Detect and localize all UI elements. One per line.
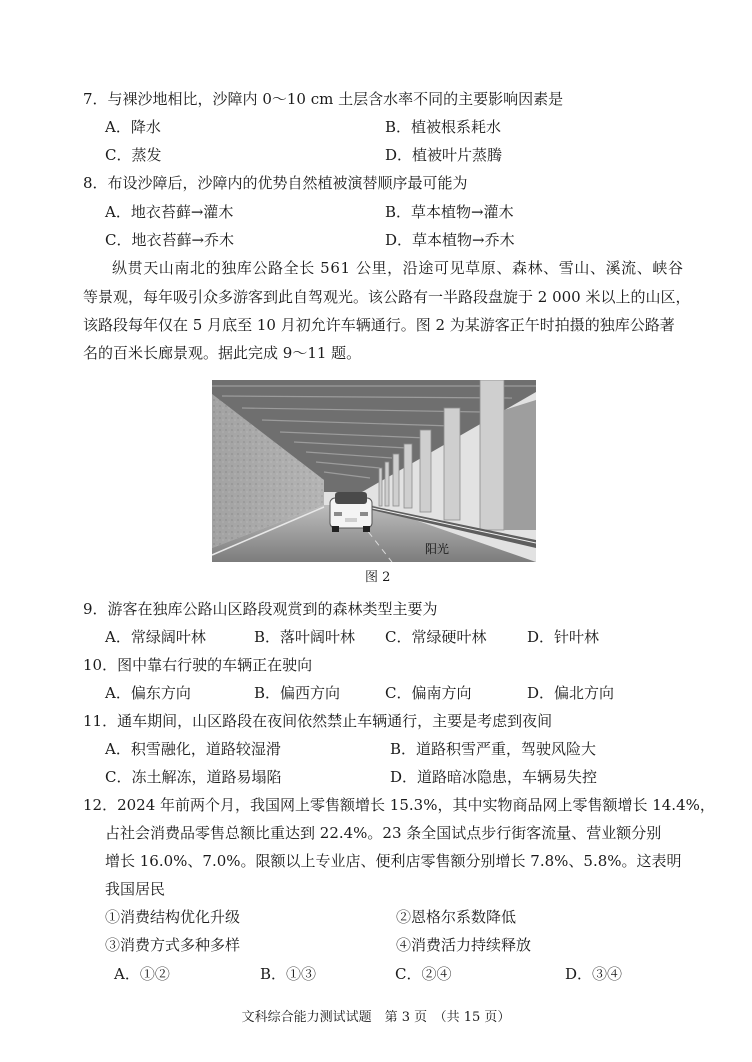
q12-option-d: D．③④ <box>565 965 623 983</box>
q12-statement-2: ②恩格尔系数降低 <box>396 908 517 926</box>
q10-option-b: B．偏西方向 <box>254 684 341 702</box>
q12-option-a: A．①② <box>114 965 170 983</box>
corridor-photo <box>212 380 536 562</box>
q11-stem: 11．通车期间，山区路段在夜间依然禁止车辆通行，主要是考虑到夜间 <box>83 712 553 730</box>
q10-option-a: A．偏东方向 <box>105 684 191 702</box>
q11-option-a: A．积雪融化，道路较湿滑 <box>105 740 281 758</box>
q12-option-b: B．①③ <box>260 965 317 983</box>
q12-stem-line-1: 12．2024 年前两个月，我国网上零售额增长 15.3%，其中实物商品网上零售额增长 14.4%， <box>83 796 715 814</box>
q8-option-b: B．草本植物→灌木 <box>385 203 514 221</box>
q10-stem: 10．图中靠右行驶的车辆正在驶向 <box>83 656 313 674</box>
q7-stem: 7．与裸沙地相比，沙障内 0～10 cm 土层含水率不同的主要影响因素是 <box>83 90 564 108</box>
passage-line-2: 等景观，每年吸引众多游客到此自驾观光。该公路有一半路段盘旋于 2 000 米以上的山区， <box>83 288 691 306</box>
q12-statement-1: ①消费结构优化升级 <box>105 908 241 926</box>
q10-option-d: D．偏北方向 <box>527 684 615 702</box>
q7-option-b: B．植被根系耗水 <box>385 118 502 136</box>
q7-option-c: C．蒸发 <box>105 146 162 164</box>
passage-line-4: 名的百米长廊景观。据此完成 9～11 题。 <box>83 344 362 362</box>
q12-statement-3: ③消费方式多种多样 <box>105 936 241 954</box>
q10-option-c: C．偏南方向 <box>385 684 472 702</box>
q9-stem: 9．游客在独库公路山区路段观赏到的森林类型主要为 <box>83 600 438 618</box>
q9-option-a: A．常绿阔叶林 <box>105 628 206 646</box>
q11-option-d: D．道路暗冰隐患，车辆易失控 <box>390 768 598 786</box>
q9-option-c: C．常绿硬叶林 <box>385 628 487 646</box>
q11-option-c: C．冻土解冻，道路易塌陷 <box>105 768 282 786</box>
q12-stem-line-4: 我国居民 <box>105 880 166 898</box>
sunlight-label: 阳光 <box>425 542 450 556</box>
q12-option-c: C．②④ <box>395 965 452 983</box>
q7-option-d: D．植被叶片蒸腾 <box>385 146 503 164</box>
q8-option-a: A．地衣苔藓→灌木 <box>105 203 234 221</box>
q9-option-d: D．针叶林 <box>527 628 600 646</box>
q12-stem-line-2: 占社会消费品零售总额比重达到 22.4%。23 条全国试点步行街客流量、营业额分别 <box>105 824 662 842</box>
q7-option-a: A．降水 <box>105 118 161 136</box>
q8-option-d: D．草本植物→乔木 <box>385 231 515 249</box>
q9-option-b: B．落叶阔叶林 <box>254 628 356 646</box>
q12-statement-4: ④消费活力持续释放 <box>396 936 532 954</box>
q11-option-b: B．道路积雪严重，驾驶风险大 <box>390 740 597 758</box>
figure-caption: 图 2 <box>365 570 391 585</box>
page-footer: 文科综合能力测试试题 第 3 页 （共 15 页） <box>241 1010 511 1025</box>
passage-line-3: 该路段每年仅在 5 月底至 10 月初允许车辆通行。图 2 为某游客正午时拍摄的独库公路著 <box>83 316 675 334</box>
q12-stem-line-3: 增长 16.0%、7.0%。限额以上专业店、便利店零售额分别增长 7.8%、5.8%。这表明 <box>105 852 682 870</box>
q8-option-c: C．地衣苔藓→乔木 <box>105 231 235 249</box>
passage-line-1: 纵贯天山南北的独库公路全长 561 公里，沿途可见草原、森林、雪山、溪流、峡谷 <box>112 259 684 277</box>
q8-stem: 8．布设沙障后，沙障内的优势自然植被演替顺序最可能为 <box>83 174 468 192</box>
